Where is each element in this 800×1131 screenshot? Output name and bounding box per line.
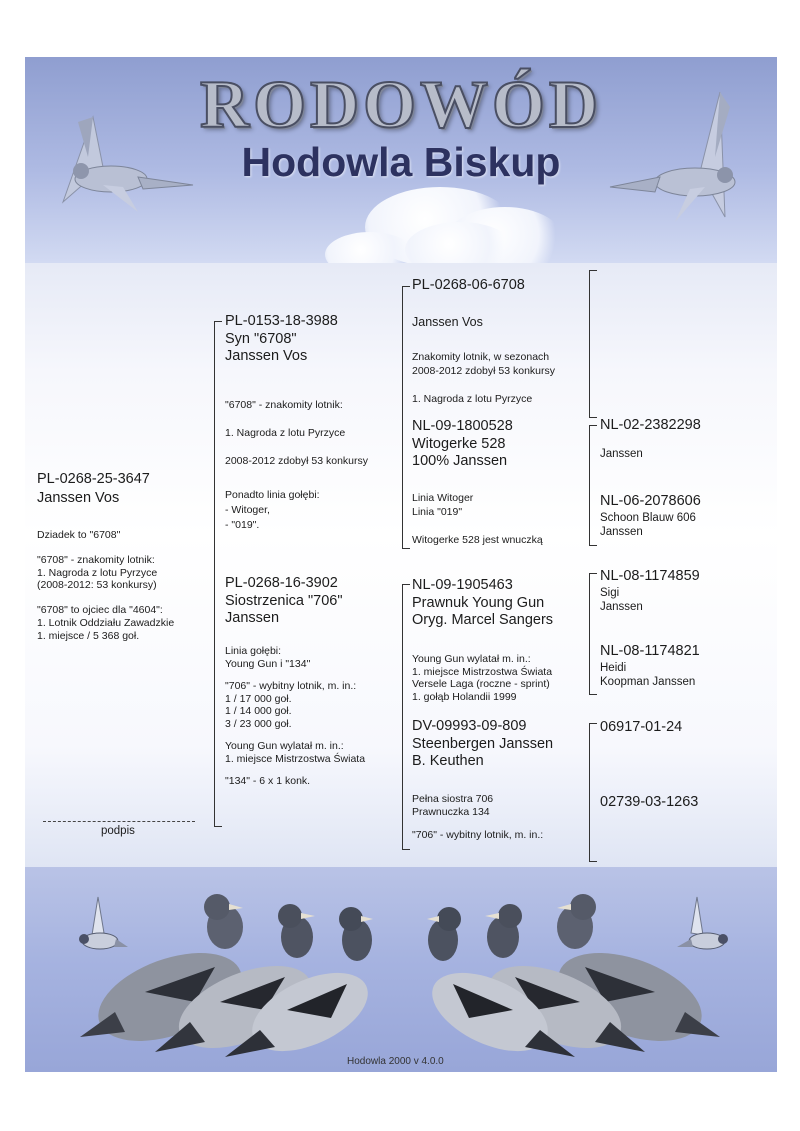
note-line: 1. Lotnik Oddziału Zawadzkie <box>37 616 175 629</box>
fmf-name <box>600 435 701 447</box>
note-line: Linia "019" <box>412 506 463 518</box>
note-line: 1. Nagroda z lotu Pyrzyce <box>412 393 533 405</box>
fm-parents-bracket <box>589 425 590 546</box>
fmf-strain: Janssen <box>600 447 643 460</box>
note-line: Znakomity lotnik, w sezonach <box>412 351 550 363</box>
mother-notes <box>225 645 365 788</box>
maternal-grandparents-bracket <box>402 584 403 850</box>
note-line: Young Gun wylatał m. in.: <box>412 653 531 665</box>
mother-strain: Janssen <box>225 610 280 627</box>
note-line: "6708" to ojciec dla "4604": <box>37 604 163 617</box>
pedigree-sheet <box>25 57 777 1072</box>
mm-ring: DV-09993-09-809 <box>412 718 527 734</box>
note-line: "6708" - znakomity lotnik: <box>37 553 155 566</box>
breeder-name: Hodowla Biskup <box>241 139 561 185</box>
mf-ring: NL-09-1905463 <box>412 577 513 593</box>
note-line: Witogerke 528 jest wnuczką <box>412 534 543 546</box>
note-line: 1. miejsce Mistrzostwa Świata <box>412 665 553 678</box>
ff-ring: PL-0268-06-6708 <box>412 277 525 293</box>
mfm-strain: Koopman Janssen <box>600 675 696 688</box>
paternal-grandparents-bracket <box>402 286 403 549</box>
mother-title: Siostrzenica "706" <box>225 592 343 609</box>
note-line <box>37 592 174 604</box>
note-line: 1. miejsce / 5 368 goł. <box>37 629 140 642</box>
mother-header <box>225 575 343 628</box>
mfm-entry <box>600 643 700 689</box>
fm-header <box>412 418 513 471</box>
note-line: 2008-2012 zdobył 53 konkursy <box>225 455 369 467</box>
mff-ring: NL-08-1174859 <box>600 568 700 584</box>
note-line: 3 / 23 000 goł. <box>225 717 292 730</box>
note-line <box>412 519 543 533</box>
mf-notes <box>412 653 552 703</box>
mf-title: Prawnuk Young Gun <box>412 594 545 611</box>
father-header <box>225 313 338 366</box>
note-line: 1. Nagroda z lotu Pyrzyce <box>225 427 346 439</box>
ff-notes <box>412 350 555 406</box>
note-line <box>225 441 368 454</box>
note-line <box>412 378 555 392</box>
header-band <box>25 57 777 263</box>
mother-ring: PL-0268-16-3902 <box>225 575 338 591</box>
note-line: 2008-2012 zdobył 53 konkursy <box>412 365 556 377</box>
note-line: "6708" - znakomity lotnik: <box>225 399 343 411</box>
fm-notes <box>412 491 543 547</box>
note-line <box>412 818 543 829</box>
fmm-strain: Janssen <box>600 525 643 538</box>
note-line: - "019". <box>225 519 260 531</box>
note-line: Linia Witoger <box>412 492 474 504</box>
subject-name: Janssen Vos <box>37 490 120 506</box>
note-line: - Witoger, <box>225 504 270 516</box>
pigeon-group-left <box>75 882 375 1062</box>
note-line: Young Gun wylatał m. in.: <box>225 740 344 752</box>
ff-parents-bracket <box>589 270 590 418</box>
fm-ring: NL-09-1800528 <box>412 418 513 434</box>
mf-parents-bracket <box>589 573 590 695</box>
fmm-name: Schoon Blauw 606 <box>600 511 696 524</box>
mf-header <box>412 577 553 630</box>
software-version: Hodowla 2000 v 4.0.0 <box>347 1056 444 1067</box>
note-line <box>225 413 368 426</box>
mm-parents-bracket <box>589 723 590 862</box>
note-line: Versele Laga (roczne - sprint) <box>412 678 550 690</box>
note-line <box>225 670 365 680</box>
father-title: Syn "6708" <box>225 330 297 347</box>
note-line <box>225 765 365 775</box>
footer-band <box>25 867 777 1072</box>
fmm-entry <box>600 493 701 539</box>
note-line <box>37 542 174 554</box>
note-line: Linia gołębi: <box>225 645 282 657</box>
fm-name: Witogerke 528 <box>412 435 506 452</box>
page-title: RODOWÓD <box>200 66 602 142</box>
note-line: "706" - wybitny lotnik, m. in.: <box>225 680 357 692</box>
subject-ring: PL-0268-25-3647 <box>37 471 150 487</box>
mmm-ring: 02739-03-1263 <box>600 794 699 810</box>
note-line: 1 / 14 000 goł. <box>225 705 292 717</box>
fm-strain: 100% Janssen <box>412 453 508 470</box>
mff-entry <box>600 568 700 614</box>
father-notes <box>225 398 368 533</box>
note-line: 1 / 17 000 goł. <box>225 692 292 705</box>
signature-line <box>43 821 195 822</box>
parents-bracket <box>214 321 215 827</box>
note-line: (2008-2012: 53 konkursy) <box>37 579 157 592</box>
note-line: Pełna siostra 706 <box>412 793 494 805</box>
fmf-entry <box>600 417 701 461</box>
mff-strain: Janssen <box>600 600 643 613</box>
mfm-name: Heidi <box>600 661 627 674</box>
mm-header <box>412 718 553 771</box>
note-line: 1. miejsce Mistrzostwa Świata <box>225 752 366 765</box>
mm-notes <box>412 793 543 842</box>
note-line: "134" - 6 x 1 konk. <box>225 775 311 787</box>
mff-name: Sigi <box>600 586 620 599</box>
mmf-ring: 06917-01-24 <box>600 719 683 735</box>
signature-label: podpis <box>101 825 135 837</box>
note-line: Ponadto linia gołębi: <box>225 489 320 501</box>
ff-name: Janssen Vos <box>412 315 483 329</box>
note-line: 1. gołąb Holandii 1999 <box>412 690 517 703</box>
father-strain: Janssen Vos <box>225 348 308 365</box>
note-line: Dziadek to "6708" <box>37 529 121 541</box>
father-ring: PL-0153-18-3988 <box>225 313 338 329</box>
note-line <box>225 730 365 740</box>
note-line: Prawnuczka 134 <box>412 805 490 818</box>
pigeon-group-right <box>425 882 725 1062</box>
mf-breeder: Oryg. Marcel Sangers <box>412 612 554 629</box>
mm-breeder: B. Keuthen <box>412 753 484 770</box>
note-line: Young Gun i "134" <box>225 657 311 670</box>
fmf-ring: NL-02-2382298 <box>600 417 701 433</box>
note-line: 1. Nagroda z lotu Pyrzyce <box>37 566 158 579</box>
mm-strain: Steenbergen Janssen <box>412 735 554 752</box>
mfm-ring: NL-08-1174821 <box>600 643 700 659</box>
fmm-ring: NL-06-2078606 <box>600 493 701 509</box>
subject-notes <box>37 529 174 643</box>
note-line <box>225 469 368 482</box>
note-line: "706" - wybitny lotnik, m. in.: <box>412 829 544 841</box>
